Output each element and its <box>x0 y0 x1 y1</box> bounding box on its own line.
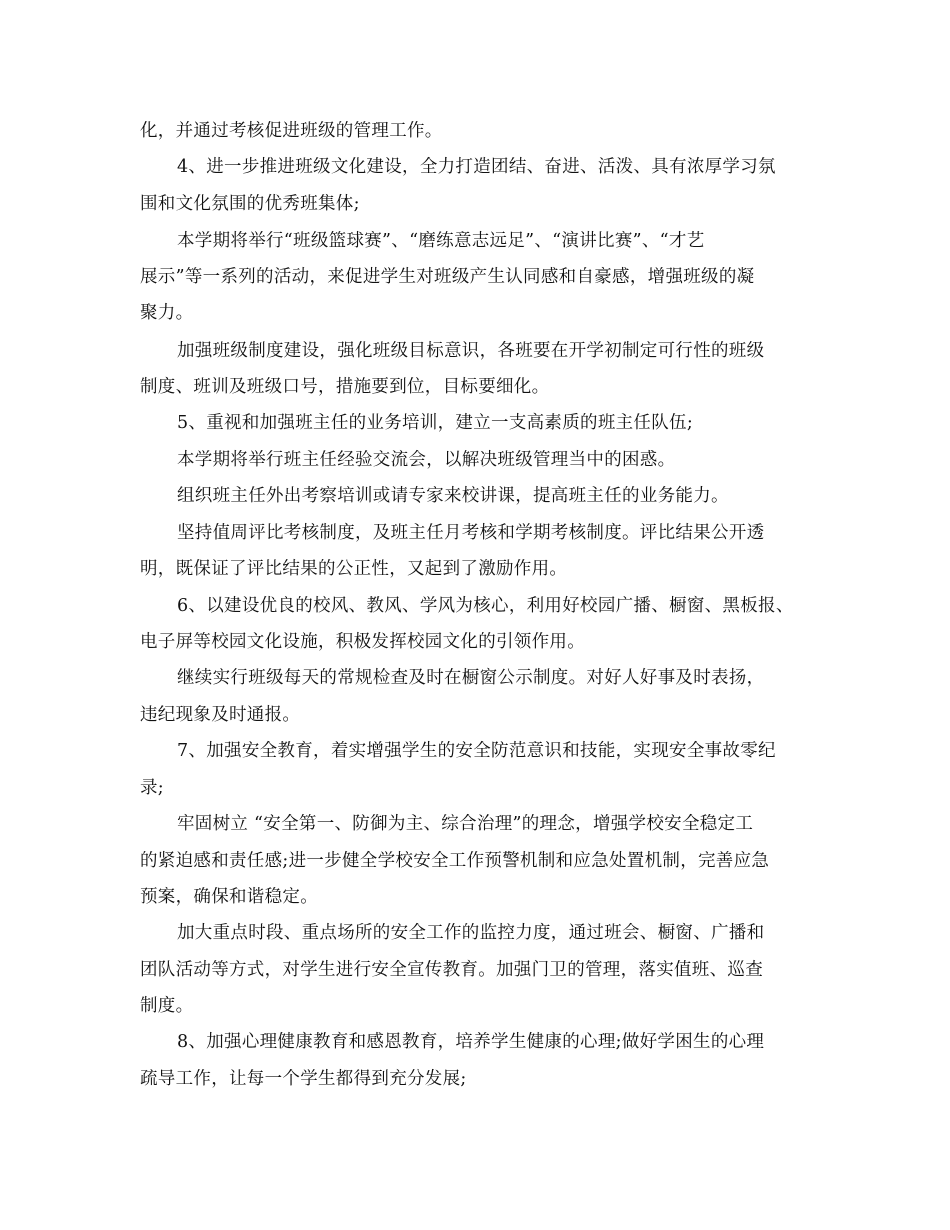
text-line: 坚持值周评比考核制度，及班主任月考核和学期考核制度。评比结果公开透 <box>177 523 765 543</box>
text-line: 本学期将举行班主任经验交流会，以解决班级管理当中的困惑。 <box>177 450 676 470</box>
text-line: 违纪现象及时通报。 <box>140 705 301 725</box>
text-line: 展示”等一系列的活动，来促进学生对班级产生认同感和自豪感，增强班级的凝 <box>140 267 755 287</box>
text-line: 6、以建设优良的校风、教风、学风为核心，利用好校园广播、橱窗、黑板报、 <box>177 596 794 616</box>
text-line: 疏导工作，让每一个学生都得到充分发展; <box>140 1069 467 1089</box>
text-line: 加强班级制度建设，强化班级目标意识，各班要在开学初制定可行性的班级 <box>177 341 765 361</box>
text-line: 组织班主任外出考察培训或请专家来校讲课，提高班主任的业务能力。 <box>177 486 729 506</box>
text-line: 的紧迫感和责任感;进一步健全学校安全工作预警机制和应急处置机制，完善应急 <box>140 851 770 871</box>
text-line: 围和文化氛围的优秀班集体; <box>140 194 360 214</box>
text-line: 5、重视和加强班主任的业务培训，建立一支高素质的班主任队伍; <box>177 413 694 433</box>
text-line: 制度。 <box>140 996 194 1016</box>
text-line: 牢固树立 “安全第一、防御为主、综合治理”的理念，增强学校安全稳定工 <box>177 814 754 834</box>
text-line: 电子屏等校园文化设施，积极发挥校园文化的引领作用。 <box>140 632 585 652</box>
text-line: 7、加强安全教育，着实增强学生的安全防范意识和技能，实现安全事故零纪 <box>177 741 776 761</box>
text-line: 4、进一步推进班级文化建设，全力打造团结、奋进、活泼、具有浓厚学习氛 <box>177 157 776 177</box>
text-line: 预案，确保和谐稳定。 <box>140 887 318 907</box>
text-line: 聚力。 <box>140 303 194 323</box>
text-line: 团队活动等方式，对学生进行安全宣传教育。加强门卫的管理，落实值班、巡查 <box>140 960 763 980</box>
text-line: 化，并通过考核促进班级的管理工作。 <box>140 121 443 141</box>
text-line: 本学期将举行“班级篮球赛”、“磨练意志远足”、“演讲比赛”、“才艺 <box>177 231 705 251</box>
text-line: 录; <box>140 778 164 798</box>
text-line: 制度、班训及班级口号，措施要到位，目标要细化。 <box>140 377 550 397</box>
text-line: 加大重点时段、重点场所的安全工作的监控力度，通过班会、橱窗、广播和 <box>177 923 765 943</box>
text-line: 继续实行班级每天的常规检查及时在橱窗公示制度。对好人好事及时表扬， <box>177 668 765 688</box>
text-line: 明，既保证了评比结果的公正性，又起到了激励作用。 <box>140 559 568 579</box>
text-line: 8、加强心理健康教育和感恩教育，培养学生健康的心理;做好学困生的心理 <box>177 1032 765 1052</box>
